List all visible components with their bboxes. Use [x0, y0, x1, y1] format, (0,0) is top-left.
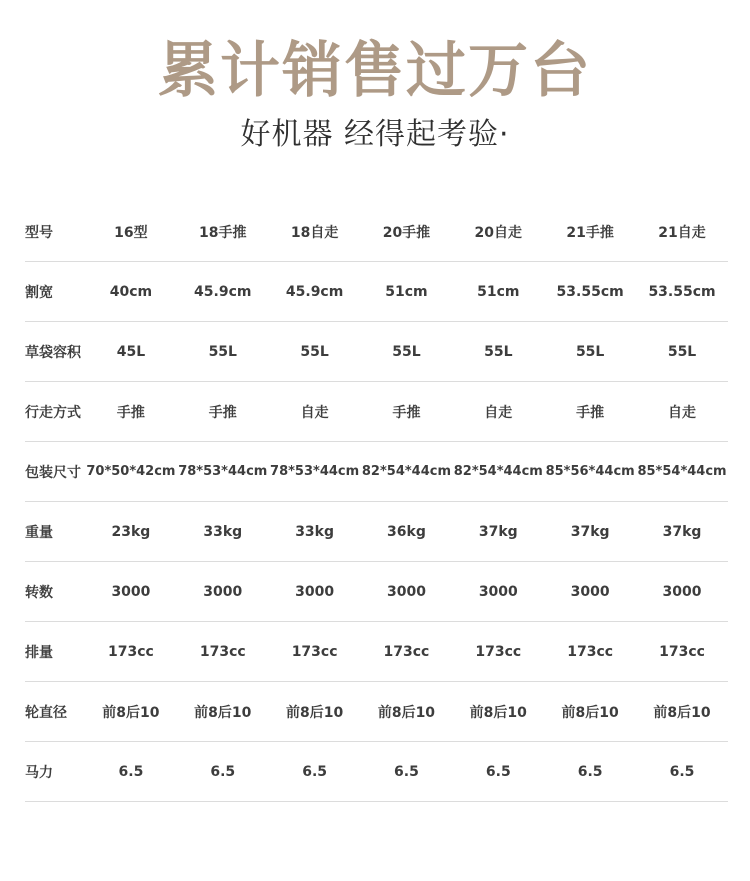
spec-value: 6.5 — [269, 742, 361, 802]
spec-value: 53.55cm — [636, 262, 728, 322]
spec-value: 51cm — [452, 262, 544, 322]
spec-value: 自走 — [636, 382, 728, 442]
page-subtitle: 好机器 经得起考验· — [240, 117, 510, 152]
spec-value: 前8后10 — [361, 682, 453, 742]
spec-value: 173cc — [636, 622, 728, 682]
spec-value: 3000 — [269, 562, 361, 622]
spec-value: 53.55cm — [544, 262, 636, 322]
spec-value: 36kg — [361, 502, 453, 562]
spec-value: 前8后10 — [544, 682, 636, 742]
spec-value: 3000 — [361, 562, 453, 622]
spec-value: 自走 — [452, 382, 544, 442]
spec-value: 手推 — [85, 382, 177, 442]
spec-row-model — [25, 202, 728, 262]
spec-value: 21手推 — [544, 202, 636, 262]
spec-value: 3000 — [85, 562, 177, 622]
spec-value: 23kg — [85, 502, 177, 562]
spec-value: 手推 — [544, 382, 636, 442]
spec-value: 6.5 — [452, 742, 544, 802]
spec-value: 前8后10 — [85, 682, 177, 742]
row-label: 型号 — [25, 202, 85, 262]
spec-value: 55L — [544, 322, 636, 382]
spec-value: 173cc — [177, 622, 269, 682]
spec-value: 85*54*44cm — [636, 442, 728, 502]
row-label: 包装尺寸 — [25, 442, 85, 502]
spec-value: 55L — [361, 322, 453, 382]
spec-value: 自走 — [269, 382, 361, 442]
spec-value: 82*54*44cm — [361, 442, 453, 502]
spec-value: 33kg — [177, 502, 269, 562]
spec-value: 45.9cm — [269, 262, 361, 322]
spec-row-cutting-width — [25, 262, 728, 322]
row-label: 草袋容积 — [25, 322, 85, 382]
spec-value: 70*50*42cm — [85, 442, 177, 502]
spec-value: 173cc — [269, 622, 361, 682]
spec-value: 6.5 — [177, 742, 269, 802]
spec-value: 173cc — [452, 622, 544, 682]
row-label: 马力 — [25, 742, 85, 802]
spec-value: 173cc — [544, 622, 636, 682]
spec-value: 55L — [177, 322, 269, 382]
spec-value: 55L — [636, 322, 728, 382]
spec-value: 20自走 — [452, 202, 544, 262]
spec-value: 18手推 — [177, 202, 269, 262]
spec-value: 6.5 — [544, 742, 636, 802]
spec-value: 手推 — [361, 382, 453, 442]
spec-value: 21自走 — [636, 202, 728, 262]
row-label: 排量 — [25, 622, 85, 682]
spec-value: 33kg — [269, 502, 361, 562]
spec-row-displacement — [25, 622, 728, 682]
row-label: 行走方式 — [25, 382, 85, 442]
spec-value: 16型 — [85, 202, 177, 262]
spec-row-rpm — [25, 562, 728, 622]
spec-value: 51cm — [361, 262, 453, 322]
spec-value: 3000 — [544, 562, 636, 622]
spec-value: 前8后10 — [177, 682, 269, 742]
spec-value: 55L — [452, 322, 544, 382]
spec-table — [25, 202, 728, 802]
spec-value: 85*56*44cm — [544, 442, 636, 502]
spec-value: 6.5 — [361, 742, 453, 802]
spec-value: 3000 — [452, 562, 544, 622]
spec-value: 3000 — [177, 562, 269, 622]
spec-value: 6.5 — [636, 742, 728, 802]
spec-value: 前8后10 — [636, 682, 728, 742]
spec-row-grass-bag-capacity — [25, 322, 728, 382]
spec-value: 37kg — [636, 502, 728, 562]
page-title: 累计销售过万台 — [158, 36, 592, 106]
spec-value: 173cc — [85, 622, 177, 682]
spec-value: 78*53*44cm — [177, 442, 269, 502]
spec-value: 55L — [269, 322, 361, 382]
spec-value: 173cc — [361, 622, 453, 682]
spec-value: 45.9cm — [177, 262, 269, 322]
row-label: 轮直径 — [25, 682, 85, 742]
spec-value: 手推 — [177, 382, 269, 442]
spec-value: 78*53*44cm — [269, 442, 361, 502]
spec-row-horsepower — [25, 742, 728, 802]
row-label: 转数 — [25, 562, 85, 622]
spec-value: 18自走 — [269, 202, 361, 262]
spec-row-package-size — [25, 442, 728, 502]
spec-value: 20手推 — [361, 202, 453, 262]
spec-value: 37kg — [544, 502, 636, 562]
spec-value: 3000 — [636, 562, 728, 622]
spec-row-weight — [25, 502, 728, 562]
spec-value: 82*54*44cm — [452, 442, 544, 502]
spec-value: 前8后10 — [452, 682, 544, 742]
spec-row-drive-type — [25, 382, 728, 442]
spec-value: 40cm — [85, 262, 177, 322]
spec-value: 37kg — [452, 502, 544, 562]
spec-value: 前8后10 — [269, 682, 361, 742]
spec-value: 45L — [85, 322, 177, 382]
row-label: 重量 — [25, 502, 85, 562]
spec-row-wheel-diameter — [25, 682, 728, 742]
row-label: 割宽 — [25, 262, 85, 322]
spec-value: 6.5 — [85, 742, 177, 802]
